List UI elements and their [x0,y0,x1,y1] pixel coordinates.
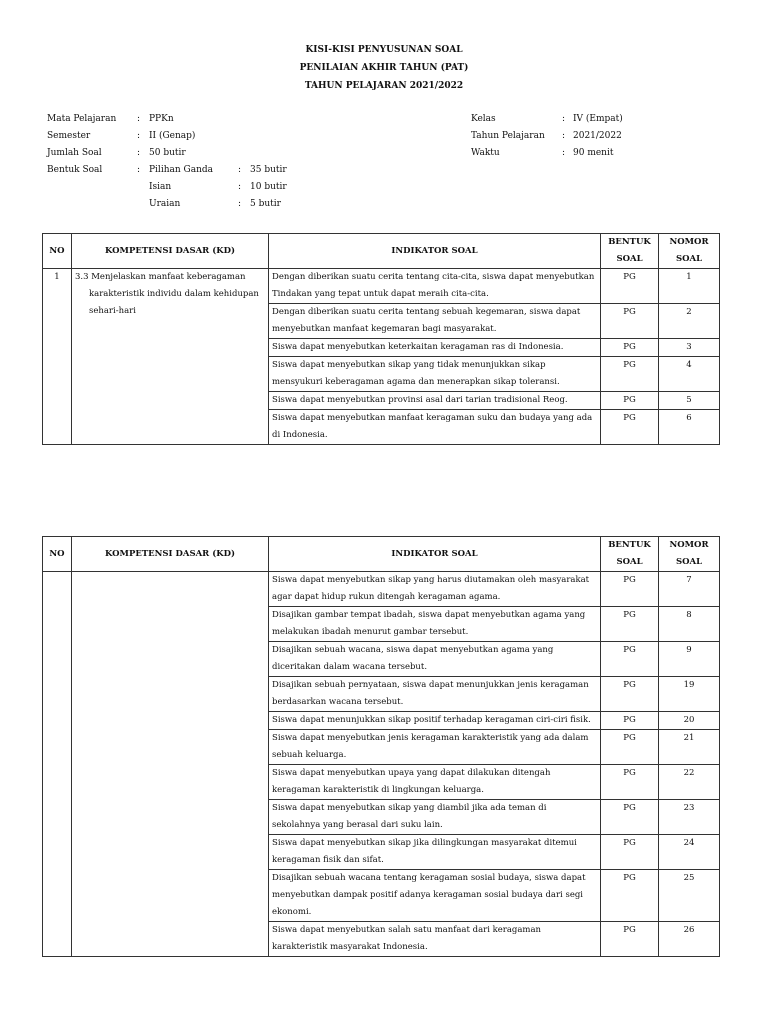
cell-bentuk-soal: PG [601,572,659,607]
value-pilihan-ganda: 35 butir [250,165,287,175]
cell-nomor-soal: 8 [659,607,720,642]
cell-bentuk-soal: PG [601,712,659,730]
cell-nomor-soal: 21 [659,730,720,765]
label-jumlah-soal: Jumlah Soal [47,148,102,158]
header-nomor-line-1: NOMOR [669,540,709,550]
cell-bentuk-soal: PG [601,410,659,445]
cell-bentuk-soal: PG [601,730,659,765]
cell-bentuk-soal: PG [601,607,659,642]
header-bentuk-line-2: SOAL [616,254,643,264]
cell-indikator-soal: Siswa dapat menyebutkan provinsi asal dari tarian tradisional Reog. [269,392,601,410]
colon: : [238,182,242,192]
document-title-line-3: TAHUN PELAJARAN 2021/2022 [304,81,464,91]
cell-nomor-soal: 9 [659,642,720,677]
kisi-kisi-table-2 [42,536,720,957]
label-bentuk-soal: Bentuk Soal [47,165,103,175]
cell-nomor-soal: 5 [659,392,720,410]
value-semester: II (Genap) [149,131,196,141]
header-nomor-soal [659,537,720,572]
header-bentuk-soal [601,537,659,572]
label-mata-pelajaran: Mata Pelajaran [47,114,117,124]
table-row [43,269,720,304]
header-indikator-soal: INDIKATOR SOAL [269,537,601,572]
cell-bentuk-soal: PG [601,922,659,957]
header-kompetensi-dasar: KOMPETENSI DASAR (KD) [72,234,269,269]
label-semester: Semester [47,131,91,141]
cell-indikator-soal: Siswa dapat menyebutkan upaya yang dapat dilakukan ditengah keragaman karakteristik di lingkungan keluarga. [269,765,601,800]
cell-nomor-soal: 20 [659,712,720,730]
header-nomor-soal [659,234,720,269]
cell-bentuk-soal: PG [601,642,659,677]
cell-kompetensi-dasar [72,269,269,445]
cell-nomor-soal: 2 [659,304,720,339]
cell-nomor-soal: 23 [659,800,720,835]
cell-indikator-soal: Disajikan gambar tempat ibadah, siswa dapat menyebutkan agama yang melakukan ibadah menurut gambar tersebut. [269,607,601,642]
value-waktu: 90 menit [573,148,614,158]
label-waktu: Waktu [471,148,500,158]
document-title-line-2: PENILAIAN AKHIR TAHUN (PAT) [299,63,469,73]
cell-indikator-soal: Dengan diberikan suatu cerita tentang cita-cita, siswa dapat menyebutkan Tindakan yang tepat untuk dapat meraih cita-cita. [269,269,601,304]
cell-no: 1 [43,269,72,445]
kisi-kisi-table-1 [42,233,720,445]
cell-bentuk-soal: PG [601,765,659,800]
header-kompetensi-dasar: KOMPETENSI DASAR (KD) [72,537,269,572]
cell-nomor-soal: 19 [659,677,720,712]
cell-bentuk-soal: PG [601,269,659,304]
document-title-line-1: KISI-KISI PENYUSUNAN SOAL [305,45,463,55]
label-isian: Isian [149,182,172,192]
cell-bentuk-soal: PG [601,392,659,410]
cell-indikator-soal: Siswa dapat menyebutkan sikap yang diambil jika ada teman di sekolahnya yang berasal dari suku lain. [269,800,601,835]
cell-indikator-soal: Siswa dapat menyebutkan sikap jika dilingkungan masyarakat ditemui keragaman fisik dan sifat. [269,835,601,870]
value-uraian: 5 butir [250,199,281,209]
colon: : [562,148,566,158]
header-nomor-line-2: SOAL [675,557,703,567]
colon: : [137,165,141,175]
header-no: NO [43,537,72,572]
cell-nomor-soal: 25 [659,870,720,922]
header-bentuk-soal [601,234,659,269]
cell-no [43,572,72,957]
header-nomor-line-2: SOAL [675,254,703,264]
header-bentuk-line-1: BENTUK [608,540,651,550]
cell-bentuk-soal: PG [601,870,659,922]
header-no: NO [43,234,72,269]
cell-nomor-soal: 26 [659,922,720,957]
colon: : [137,148,141,158]
cell-nomor-soal: 6 [659,410,720,445]
cell-indikator-soal: Siswa dapat menyebutkan jenis keragaman karakteristik yang ada dalam sebuah keluarga. [269,730,601,765]
value-tahun-pelajaran: 2021/2022 [573,131,622,141]
header-nomor-line-1: NOMOR [669,237,709,247]
colon: : [562,131,566,141]
colon: : [562,114,566,124]
cell-indikator-soal: Disajikan sebuah pernyataan, siswa dapat menunjukkan jenis keragaman berdasarkan wacana tersebut. [269,677,601,712]
cell-indikator-soal: Siswa dapat menunjukkan sikap positif terhadap keragaman ciri-ciri fisik. [269,712,601,730]
kompetensi-dasar-text: 3.3 Menjelaskan manfaat keberagaman karakteristik individu dalam kehidupan sehari-hari [75,272,259,316]
cell-indikator-soal: Siswa dapat menyebutkan sikap yang tidak menunjukkan sikap mensyukuri keberagaman agama dan menerapkan sikap toleransi. [269,357,601,392]
header-bentuk-line-2: SOAL [616,557,643,567]
cell-bentuk-soal: PG [601,339,659,357]
value-isian: 10 butir [250,182,287,192]
cell-nomor-soal: 1 [659,269,720,304]
value-kelas: IV (Empat) [573,114,623,124]
cell-indikator-soal: Siswa dapat menyebutkan sikap yang harus diutamakan oleh masyarakat agar dapat hidup rukun ditengah keragaman agama. [269,572,601,607]
cell-nomor-soal: 24 [659,835,720,870]
cell-kompetensi-dasar [72,572,269,957]
cell-indikator-soal: Siswa dapat menyebutkan keterkaitan keragaman ras di Indonesia. [269,339,601,357]
value-mata-pelajaran: PPKn [149,114,174,124]
cell-nomor-soal: 22 [659,765,720,800]
cell-bentuk-soal: PG [601,835,659,870]
label-tahun-pelajaran: Tahun Pelajaran [471,131,545,141]
cell-indikator-soal: Disajikan sebuah wacana, siswa dapat menyebutkan agama yang diceritakan dalam wacana tersebut. [269,642,601,677]
cell-indikator-soal: Siswa dapat menyebutkan salah satu manfaat dari keragaman karakteristik masyarakat Indonesia. [269,922,601,957]
cell-bentuk-soal: PG [601,800,659,835]
value-jumlah-soal: 50 butir [149,148,186,158]
header-indikator-soal: INDIKATOR SOAL [269,234,601,269]
colon: : [137,131,141,141]
colon: : [238,199,242,209]
label-kelas: Kelas [471,114,496,124]
colon: : [238,165,242,175]
cell-bentuk-soal: PG [601,357,659,392]
cell-indikator-soal: Dengan diberikan suatu cerita tentang sebuah kegemaran, siswa dapat menyebutkan manfaat kegemaran bagi masyarakat. [269,304,601,339]
header-bentuk-line-1: BENTUK [608,237,651,247]
cell-nomor-soal: 7 [659,572,720,607]
label-pilihan-ganda: Pilihan Ganda [149,165,213,175]
cell-indikator-soal: Disajikan sebuah wacana tentang keragaman sosial budaya, siswa dapat menyebutkan dampak positif adanya keragaman sosial budaya dari segi ekonomi. [269,870,601,922]
label-uraian: Uraian [149,199,181,209]
cell-nomor-soal: 3 [659,339,720,357]
colon: : [137,114,141,124]
table-row [43,572,720,607]
cell-nomor-soal: 4 [659,357,720,392]
cell-indikator-soal: Siswa dapat menyebutkan manfaat keragaman suku dan budaya yang ada di Indonesia. [269,410,601,445]
cell-bentuk-soal: PG [601,304,659,339]
cell-bentuk-soal: PG [601,677,659,712]
